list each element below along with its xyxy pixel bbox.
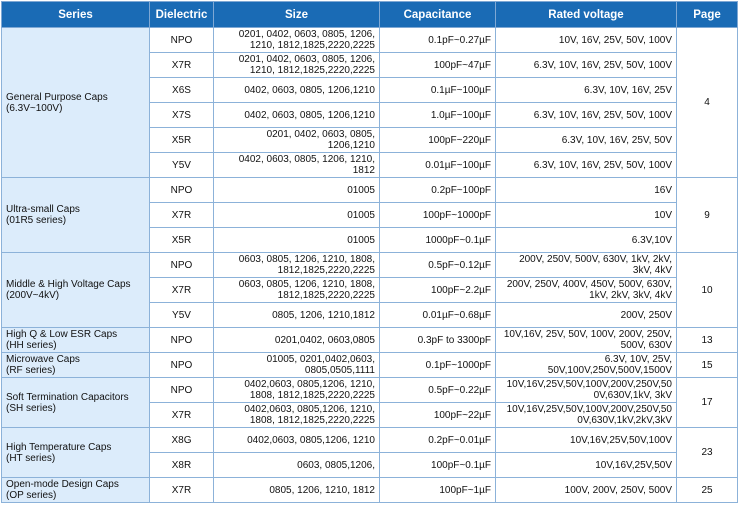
dielectric-cell: X5R <box>150 128 214 153</box>
cell-line: High Temperature Caps <box>6 441 112 453</box>
cell-line: (SH series) <box>6 402 57 414</box>
table-row <box>2 378 738 403</box>
capacitance-cell: 0.3pF to 3300pF <box>380 328 496 353</box>
header-rated-voltage: Rated voltage <box>496 2 677 28</box>
capacitance-cell: 100pF~0.1µF <box>380 453 496 478</box>
dielectric-cell: X8R <box>150 453 214 478</box>
cell-line: 01005 <box>347 184 375 196</box>
dielectric-cell: NPO <box>150 253 214 278</box>
cell-line: 100V, 200V, 250V, 500V <box>564 484 672 496</box>
rated-voltage-cell <box>496 103 677 128</box>
cell-line: 6.3V,10V <box>631 234 672 246</box>
cell-line: 1812 <box>352 165 375 176</box>
dielectric-cell: X7S <box>150 103 214 128</box>
cell-line: 10V,16V,25V,50V,100V,200V,250V,50 <box>506 404 672 415</box>
capacitance-cell: 0.5pF~0.22µF <box>380 378 496 403</box>
dielectric-cell: X8G <box>150 428 214 453</box>
series-name-cell <box>2 353 150 378</box>
page-number-cell: 23 <box>677 428 738 478</box>
cell-line: 500V, 630V <box>620 340 672 351</box>
header-size: Size <box>214 2 380 28</box>
dielectric-cell: NPO <box>150 28 214 53</box>
cell-line: 1210, 1812,1825,2220,2225 <box>249 65 375 76</box>
rated-voltage-cell <box>496 453 677 478</box>
rated-voltage-cell <box>496 478 677 503</box>
header-dielectric: Dielectric <box>150 2 214 28</box>
size-cell <box>214 403 380 428</box>
cell-line: 0201, 0402, 0603, 0805, 1206, <box>238 54 375 65</box>
capacitance-cell: 0.01µF~0.68µF <box>380 303 496 328</box>
cell-line: 0201,0402, 0603,0805 <box>274 334 375 346</box>
size-cell <box>214 178 380 203</box>
dielectric-cell: Y5V <box>150 153 214 178</box>
cell-line: 10V, 16V, 25V, 50V, 100V <box>558 34 672 46</box>
page-number-cell: 9 <box>677 178 738 253</box>
dielectric-cell: X7R <box>150 278 214 303</box>
cell-line: 0402, 0603, 0805, 1206, 1210, <box>238 154 375 165</box>
cell-line: 1812,1825,2220,2225 <box>277 290 375 301</box>
cell-line: 6.3V, 10V, 16V, 25V, 50V, 100V <box>533 59 672 71</box>
table-row <box>2 478 738 503</box>
cell-line: 1812,1825,2220,2225 <box>277 265 375 276</box>
page-number-cell: 17 <box>677 378 738 428</box>
cell-line: 1210, 1812,1825,2220,2225 <box>249 40 375 51</box>
dielectric-cell: NPO <box>150 328 214 353</box>
size-cell <box>214 453 380 478</box>
cell-line: 0805, 1206, 1210, 1812 <box>269 484 375 496</box>
cell-line: Soft Termination Capacitors <box>6 391 129 403</box>
cell-line: Microwave Caps <box>6 354 80 365</box>
cell-line: 10V,16V,25V,50V <box>595 459 672 471</box>
cell-line: 0402,0603, 0805,1206, 1210 <box>247 434 375 446</box>
cell-line: 200V, 250V, 500V, 630V, 1kV, 2kV, <box>519 254 672 265</box>
cell-line: 0V,630V,1kV, 3kV <box>593 390 672 401</box>
cell-line: 01005 <box>347 209 375 221</box>
rated-voltage-cell <box>496 353 677 378</box>
rated-voltage-cell <box>496 78 677 103</box>
table-row <box>2 253 738 278</box>
size-cell <box>214 428 380 453</box>
page-number-cell: 4 <box>677 28 738 178</box>
cell-line: 10V <box>654 209 672 221</box>
capacitance-cell: 100pF~2.2µF <box>380 278 496 303</box>
cell-line: 0603, 0805, 1206, 1210, 1808, <box>238 254 375 265</box>
capacitance-cell: 100pF~220µF <box>380 128 496 153</box>
size-cell <box>214 278 380 303</box>
rated-voltage-cell <box>496 328 677 353</box>
capacitance-cell: 0.5pF~0.12µF <box>380 253 496 278</box>
cell-line: 6.3V, 10V, 25V, <box>604 354 672 365</box>
cell-line: 0402,0603, 0805,1206, 1210, <box>244 379 375 390</box>
cell-line: (HT series) <box>6 452 56 464</box>
capacitor-series-table <box>1 1 738 503</box>
cell-line: 0603, 0805,1206, <box>297 459 375 471</box>
cell-line: (HH series) <box>6 340 57 351</box>
dielectric-cell: X6S <box>150 78 214 103</box>
capacitance-cell: 1000pF~0.1µF <box>380 228 496 253</box>
size-cell <box>214 353 380 378</box>
series-name-cell <box>2 478 150 503</box>
capacitance-cell: 0.01µF~100µF <box>380 153 496 178</box>
series-name-cell <box>2 328 150 353</box>
capacitance-cell: 100pF~22µF <box>380 403 496 428</box>
dielectric-cell: X7R <box>150 203 214 228</box>
size-cell <box>214 28 380 53</box>
capacitance-cell: 100pF~47µF <box>380 53 496 78</box>
cell-line: 200V, 250V <box>620 309 672 321</box>
cell-line: 50V,100V,250V,500V,1500V <box>547 365 672 376</box>
table-body <box>2 28 738 503</box>
table-row <box>2 428 738 453</box>
size-cell <box>214 478 380 503</box>
header-row <box>2 2 738 28</box>
dielectric-cell: Y5V <box>150 303 214 328</box>
dielectric-cell: X7R <box>150 403 214 428</box>
cell-line: 0402, 0603, 0805, 1206,1210 <box>244 84 375 96</box>
page-number-cell: 15 <box>677 353 738 378</box>
cell-line: 6.3V, 10V, 16V, 25V, 50V <box>561 134 672 146</box>
series-name-cell <box>2 28 150 178</box>
capacitance-cell: 100pF~1µF <box>380 478 496 503</box>
cell-line: 1206,1210 <box>327 140 375 151</box>
size-cell <box>214 378 380 403</box>
cell-line: 0603, 0805, 1206, 1210, 1808, <box>238 279 375 290</box>
size-cell <box>214 53 380 78</box>
cell-line: (6.3V~100V) <box>6 102 63 114</box>
cell-line: 10V,16V,25V,50V,100V,200V,250V,50 <box>506 379 672 390</box>
rated-voltage-cell <box>496 253 677 278</box>
cell-line: 10V,16V,25V,50V,100V <box>570 434 672 446</box>
capacitance-cell: 0.2pF~100pF <box>380 178 496 203</box>
cell-line: 0805, 1206, 1210,1812 <box>272 309 375 321</box>
rated-voltage-cell <box>496 403 677 428</box>
size-cell <box>214 253 380 278</box>
cell-line: 0805,0505,1111 <box>304 365 375 376</box>
rated-voltage-cell <box>496 428 677 453</box>
table-row <box>2 28 738 53</box>
capacitance-cell: 1.0µF~100µF <box>380 103 496 128</box>
cell-line: (OP series) <box>6 490 57 501</box>
cell-line: 0V,630V,1kV,2kV,3kV <box>577 415 672 426</box>
cell-line: 10V,16V, 25V, 50V, 100V, 200V, 250V, <box>503 329 672 340</box>
size-cell <box>214 153 380 178</box>
size-cell <box>214 103 380 128</box>
cell-line: 0201, 0402, 0603, 0805, 1206, <box>238 29 375 40</box>
cell-line: 6.3V, 10V, 16V, 25V <box>584 84 672 96</box>
rated-voltage-cell <box>496 178 677 203</box>
capacitance-cell: 0.1pF~0.27µF <box>380 28 496 53</box>
cell-line: 01005 <box>347 234 375 246</box>
rated-voltage-cell <box>496 303 677 328</box>
cell-line: 200V, 250V, 400V, 450V, 500V, 630V, <box>506 279 672 290</box>
capacitance-cell: 0.1µF~100µF <box>380 78 496 103</box>
rated-voltage-cell <box>496 53 677 78</box>
table-row <box>2 328 738 353</box>
dielectric-cell: X7R <box>150 478 214 503</box>
table-row <box>2 178 738 203</box>
table-row <box>2 353 738 378</box>
rated-voltage-cell <box>496 278 677 303</box>
series-name-cell <box>2 253 150 328</box>
cell-line: Middle & High Voltage Caps <box>6 279 131 290</box>
size-cell <box>214 228 380 253</box>
cell-line: Ultra-small Caps <box>6 204 80 215</box>
rated-voltage-cell <box>496 128 677 153</box>
cell-line: 0402,0603, 0805,1206, 1210, <box>244 404 375 415</box>
rated-voltage-cell <box>496 28 677 53</box>
size-cell <box>214 128 380 153</box>
rated-voltage-cell <box>496 203 677 228</box>
cell-line: Open-mode Design Caps <box>6 479 119 490</box>
cell-line: 6.3V, 10V, 16V, 25V, 50V, 100V <box>533 109 672 121</box>
dielectric-cell: X7R <box>150 53 214 78</box>
header-capacitance: Capacitance <box>380 2 496 28</box>
cell-line: 16V <box>654 184 672 196</box>
series-name-cell <box>2 178 150 253</box>
header-series: Series <box>2 2 150 28</box>
series-name-cell <box>2 378 150 428</box>
cell-line: 01005, 0201,0402,0603, <box>266 354 375 365</box>
series-name-cell <box>2 428 150 478</box>
dielectric-cell: NPO <box>150 353 214 378</box>
cell-line: 0201, 0402, 0603, 0805, <box>266 129 375 140</box>
rated-voltage-cell <box>496 153 677 178</box>
page-number-cell: 10 <box>677 253 738 328</box>
cell-line: High Q & Low ESR Caps <box>6 329 118 340</box>
cell-line: 1kV, 2kV, 3kV, 4kV <box>589 290 672 301</box>
capacitance-cell: 0.1pF~1000pF <box>380 353 496 378</box>
rated-voltage-cell <box>496 378 677 403</box>
cell-line: 1808, 1812,1825,2220,2225 <box>249 415 375 426</box>
capacitance-cell: 0.2pF~0.01µF <box>380 428 496 453</box>
size-cell <box>214 203 380 228</box>
header-page: Page <box>677 2 738 28</box>
rated-voltage-cell <box>496 228 677 253</box>
cell-line: (200V~4kV) <box>6 290 60 301</box>
dielectric-cell: NPO <box>150 378 214 403</box>
cell-line: (RF series) <box>6 365 56 376</box>
cell-line: 3kV, 4kV <box>632 265 672 276</box>
page-number-cell: 25 <box>677 478 738 503</box>
size-cell <box>214 78 380 103</box>
capacitance-cell: 100pF~1000pF <box>380 203 496 228</box>
dielectric-cell: NPO <box>150 178 214 203</box>
cell-line: 6.3V, 10V, 16V, 25V, 50V, 100V <box>533 159 672 171</box>
size-cell <box>214 328 380 353</box>
cell-line: (01R5 series) <box>6 215 67 226</box>
cell-line: 1808, 1812,1825,2220,2225 <box>249 390 375 401</box>
dielectric-cell: X5R <box>150 228 214 253</box>
cell-line: 0402, 0603, 0805, 1206,1210 <box>244 109 375 121</box>
size-cell <box>214 303 380 328</box>
cell-line: General Purpose Caps <box>6 91 108 103</box>
page-number-cell: 13 <box>677 328 738 353</box>
